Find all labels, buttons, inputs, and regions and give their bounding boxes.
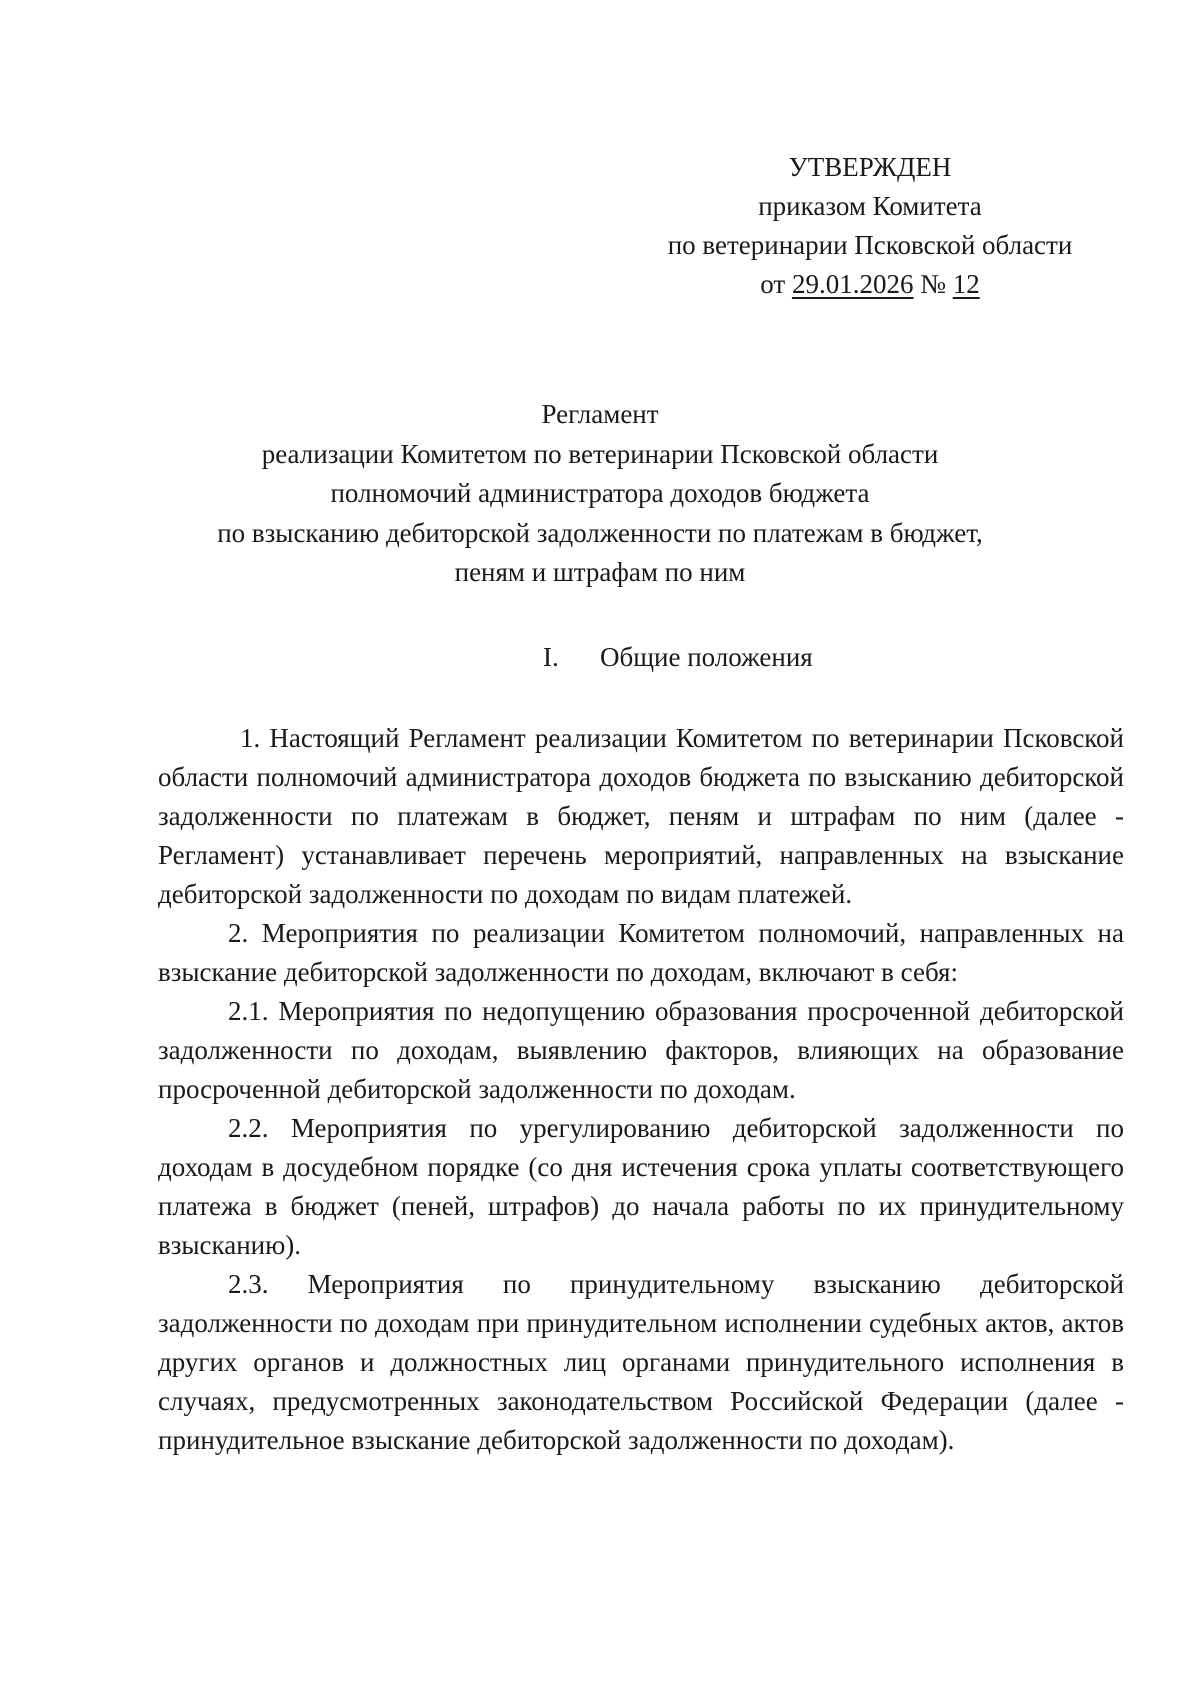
title-line-1: Регламент bbox=[541, 399, 659, 429]
approval-date-prefix: от bbox=[760, 269, 786, 299]
title-line-5: пеням и штрафам по ним bbox=[454, 557, 746, 587]
title-line-2: реализации Комитетом по ветеринарии Псковской области bbox=[261, 438, 939, 469]
approval-date: 29.01.2026 bbox=[791, 269, 914, 299]
approval-number: 12 bbox=[952, 269, 980, 299]
approval-line-2: по ветеринарии Псковской области bbox=[667, 230, 1073, 260]
paragraph-2-1: 2.1. Мероприятия по недопущению образования просроченной дебиторской задолженности по доходам, выявлению факторов, влияющих на образование просроченной дебиторской задолженности по доходам. bbox=[158, 996, 1124, 1104]
paragraph-2: 2. Мероприятия по реализации Комитетом полномочий, направленных на взыскание дебиторской задолженности по доходам, включают в себя: bbox=[158, 918, 1124, 987]
section-number: I. bbox=[543, 642, 559, 672]
approval-number-sign: № bbox=[920, 269, 946, 299]
document-body bbox=[158, 719, 1124, 1460]
title-line-3: полномочий администратора доходов бюджета bbox=[330, 478, 870, 508]
paragraph-2-2: 2.2. Мероприятия по урегулированию дебиторской задолженности по доходам в досудебном порядке (со дня истечения срока уплаты соответствующего платежа в бюджет (пеней, штрафов) до начала работы по их принудительному взысканию). bbox=[158, 1113, 1124, 1260]
approval-heading: УТВЕРЖДЕН bbox=[788, 152, 952, 182]
paragraph-1: 1. Настоящий Регламент реализации Комитетом по ветеринарии Псковской области полномочий администратора доходов бюджета по взысканию дебиторской задолженности по платежам в бюджет, пеням и штрафам по ним (далее - Регламент) устанавливает перечень мероприятий, направленных на взыскание дебиторской задолженности по доходам по видам платежей. bbox=[158, 723, 1124, 909]
approval-line-1: приказом Комитета bbox=[758, 191, 982, 221]
approval-date-line bbox=[640, 265, 1100, 304]
section-title: Общие положения bbox=[600, 642, 813, 672]
paragraph-2-3: 2.3. Мероприятия по принудительному взысканию дебиторской задолженности по доходам при принудительном исполнении судебных актов, актов других органов и должностных лиц органами принудительного исполнения в случаях, предусмотренных законодательством Российской Федерации (далее - принудительное взыскание дебиторской задолженности по доходам). bbox=[158, 1269, 1124, 1455]
title-line-4: по взысканию дебиторской задолженности по платежам в бюджет, bbox=[217, 517, 983, 548]
document-title bbox=[150, 395, 1050, 593]
approval-block bbox=[640, 148, 1100, 304]
